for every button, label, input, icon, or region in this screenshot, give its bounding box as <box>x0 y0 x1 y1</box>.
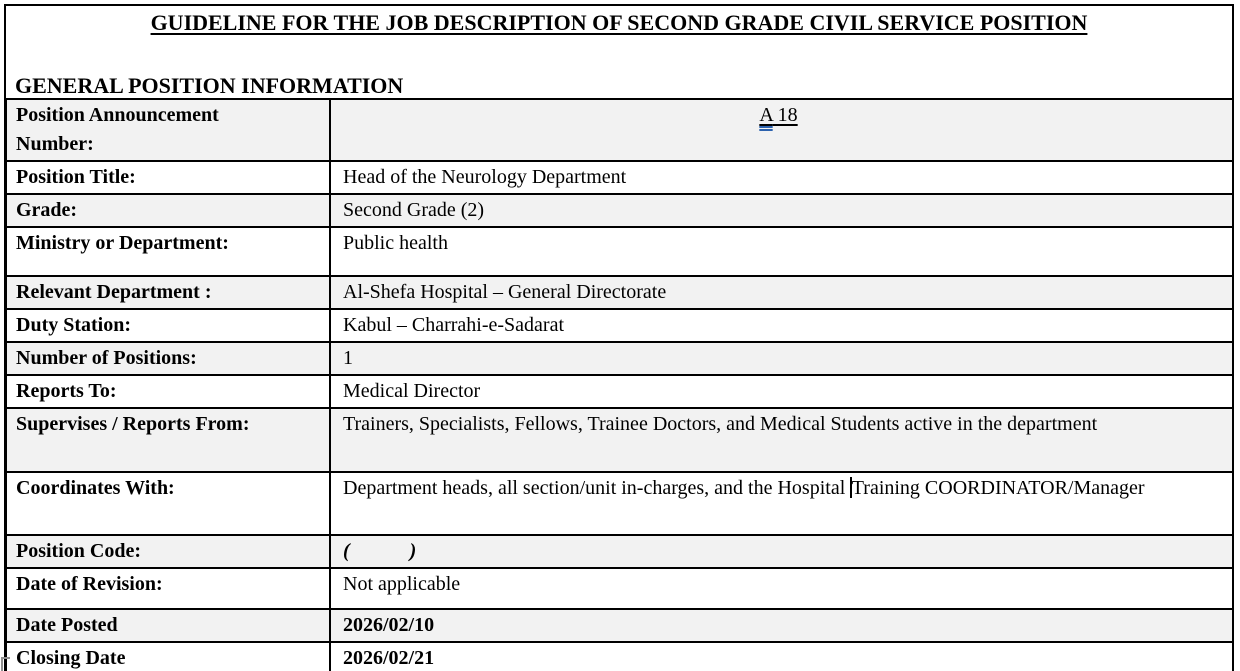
row-value: Trainers, Specialists, Fellows, Trainee Doctors, and Medical Students active in the department <box>343 413 1098 435</box>
row-value: ( ) <box>343 540 417 562</box>
row-label: Date Posted <box>16 614 118 636</box>
value-cell[interactable] <box>330 472 1233 535</box>
table-row-coordinates-with <box>6 472 1233 535</box>
value-cell[interactable] <box>330 99 1233 161</box>
row-label: Duty Station: <box>16 314 132 336</box>
row-label: Date of Revision: <box>16 573 163 595</box>
row-label: Number of Positions: <box>16 347 197 369</box>
value-cell[interactable] <box>330 535 1233 568</box>
label-cell[interactable] <box>6 408 330 472</box>
table-row-grade <box>6 194 1233 227</box>
row-value: Al-Shefa Hospital – General Directorate <box>343 281 667 303</box>
row-label: Position Title: <box>16 166 136 188</box>
value-cell[interactable] <box>330 194 1233 227</box>
label-cell[interactable] <box>6 642 330 671</box>
label-cell[interactable] <box>6 609 330 642</box>
position-info-table <box>5 98 1234 671</box>
row-value: 1 <box>343 347 353 369</box>
row-value: Public health <box>343 232 448 254</box>
value-cell[interactable] <box>330 161 1233 194</box>
table-row-position-title <box>6 161 1233 194</box>
label-cell[interactable] <box>6 309 330 342</box>
value-cell[interactable] <box>330 408 1233 472</box>
row-value: Medical Director <box>343 380 481 402</box>
table-row-reports-to <box>6 375 1233 408</box>
table-row-closing-date <box>6 642 1233 671</box>
row-label: Position Announcement Number: <box>16 104 219 155</box>
row-label: Grade: <box>16 199 78 221</box>
row-value: Head of the Neurology Department <box>343 166 627 188</box>
table-row-number-of-positions <box>6 342 1233 375</box>
table-row-relevant-department <box>6 276 1233 309</box>
label-cell[interactable] <box>6 535 330 568</box>
table-row-position-code <box>6 535 1233 568</box>
row-value: 2026/02/10 <box>343 614 435 636</box>
table-row-ministry <box>6 227 1233 276</box>
announcement-number-rest: 18 <box>772 104 798 126</box>
label-cell[interactable] <box>6 375 330 408</box>
value-cell[interactable] <box>330 309 1233 342</box>
label-cell[interactable] <box>6 568 330 609</box>
value-cell[interactable] <box>330 227 1233 276</box>
label-cell[interactable] <box>6 194 330 227</box>
row-value: Second Grade (2) <box>343 199 485 221</box>
row-value: 2026/02/21 <box>343 647 435 669</box>
page-continuation-artifact <box>1 657 10 671</box>
section-heading[interactable]: GENERAL POSITION INFORMATION <box>15 73 404 98</box>
label-cell[interactable] <box>6 276 330 309</box>
row-label: Reports To: <box>16 380 117 402</box>
announcement-number-value <box>759 104 797 126</box>
table-row-date-of-revision <box>6 568 1233 609</box>
value-cell[interactable] <box>330 609 1233 642</box>
table-row-announcement-number <box>6 99 1233 161</box>
row-value-part1: Department heads, all section/unit in-charges, and the Hospital <box>343 477 851 499</box>
value-cell[interactable] <box>330 375 1233 408</box>
row-label: Supervises / Reports From: <box>16 413 250 435</box>
table-row-date-posted <box>6 609 1233 642</box>
value-cell[interactable] <box>330 642 1233 671</box>
row-label: Coordinates With: <box>16 477 175 499</box>
row-value: Kabul – Charrahi-e-Sadarat <box>343 314 565 336</box>
table-row-duty-station <box>6 309 1233 342</box>
label-cell[interactable] <box>6 161 330 194</box>
label-cell[interactable] <box>6 472 330 535</box>
document-title[interactable]: GUIDELINE FOR THE JOB DESCRIPTION OF SECOND GRADE CIVIL SERVICE POSITION <box>150 10 1088 35</box>
table-row-supervises <box>6 408 1233 472</box>
value-cell[interactable] <box>330 342 1233 375</box>
value-cell[interactable] <box>330 276 1233 309</box>
grammar-marked-text: A <box>759 104 773 126</box>
row-label: Relevant Department : <box>16 281 212 303</box>
label-cell[interactable] <box>6 342 330 375</box>
row-label: Closing Date <box>16 647 126 669</box>
label-cell[interactable] <box>6 227 330 276</box>
value-cell[interactable] <box>330 568 1233 609</box>
row-label: Ministry or Department: <box>16 232 229 254</box>
label-cell[interactable] <box>6 99 330 161</box>
row-value-part2: Training COORDINATOR/Manager <box>851 477 1145 499</box>
row-value: Not applicable <box>343 573 461 595</box>
row-label: Position Code: <box>16 540 141 562</box>
